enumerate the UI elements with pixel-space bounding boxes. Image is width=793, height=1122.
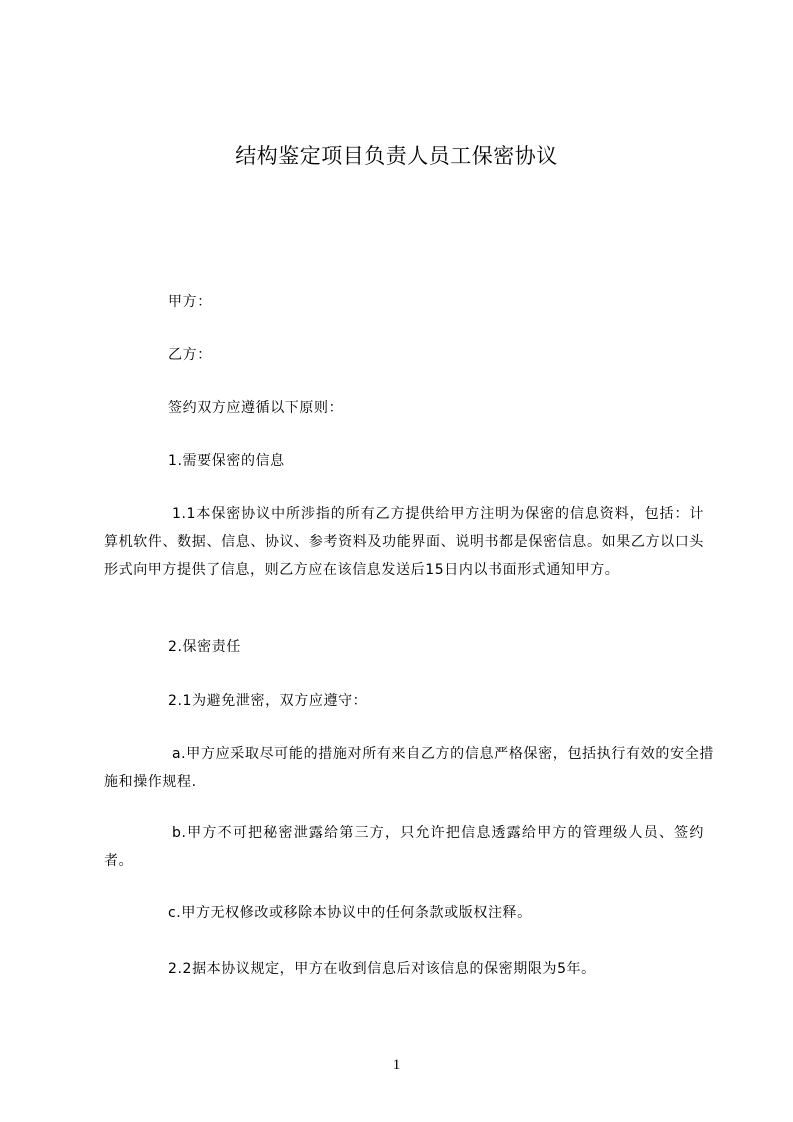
item-c-paragraph: c.甲方无权修改或移除本协议中的任何条款或版权注释。 xyxy=(168,905,532,921)
document-title: 结构鉴定项目负责人员工保密协议 xyxy=(235,144,558,168)
party-b-label: 乙方： xyxy=(168,347,212,363)
page-number: 1 xyxy=(392,1057,401,1073)
section-1-heading: 1.需要保密的信息 xyxy=(168,453,285,469)
section-1-1-paragraph: 1.1本保密协议中所涉指的所有乙方提供给甲方注明为保密的信息资料，包括：计算机软件、数据、信息、协议、参考资料及功能界面、说明书都是保密信息。如果乙方以口头形式向甲方提供了信息，则乙方应在该信息发送后15日内以书面形式通知甲方。 xyxy=(104,506,704,578)
party-a-label: 甲方： xyxy=(168,294,212,310)
section-2-2-paragraph: 2.2据本协议规定，甲方在收到信息后对该信息的保密期限为5年。 xyxy=(168,961,596,977)
item-a-paragraph: a.甲方应采取尽可能的措施对所有来自乙方的信息严格保密，包括执行有效的安全措施和操作规程. xyxy=(104,746,714,790)
section-2-heading: 2.保密责任 xyxy=(168,639,241,655)
principles-intro: 签约双方应遵循以下原则： xyxy=(168,400,344,416)
item-b-paragraph: b.甲方不可把秘密泄露给第三方，只允许把信息透露给甲方的管理级人员、签约者。 xyxy=(104,825,704,869)
section-2-1-paragraph: 2.1为避免泄密，双方应遵守： xyxy=(168,693,368,709)
